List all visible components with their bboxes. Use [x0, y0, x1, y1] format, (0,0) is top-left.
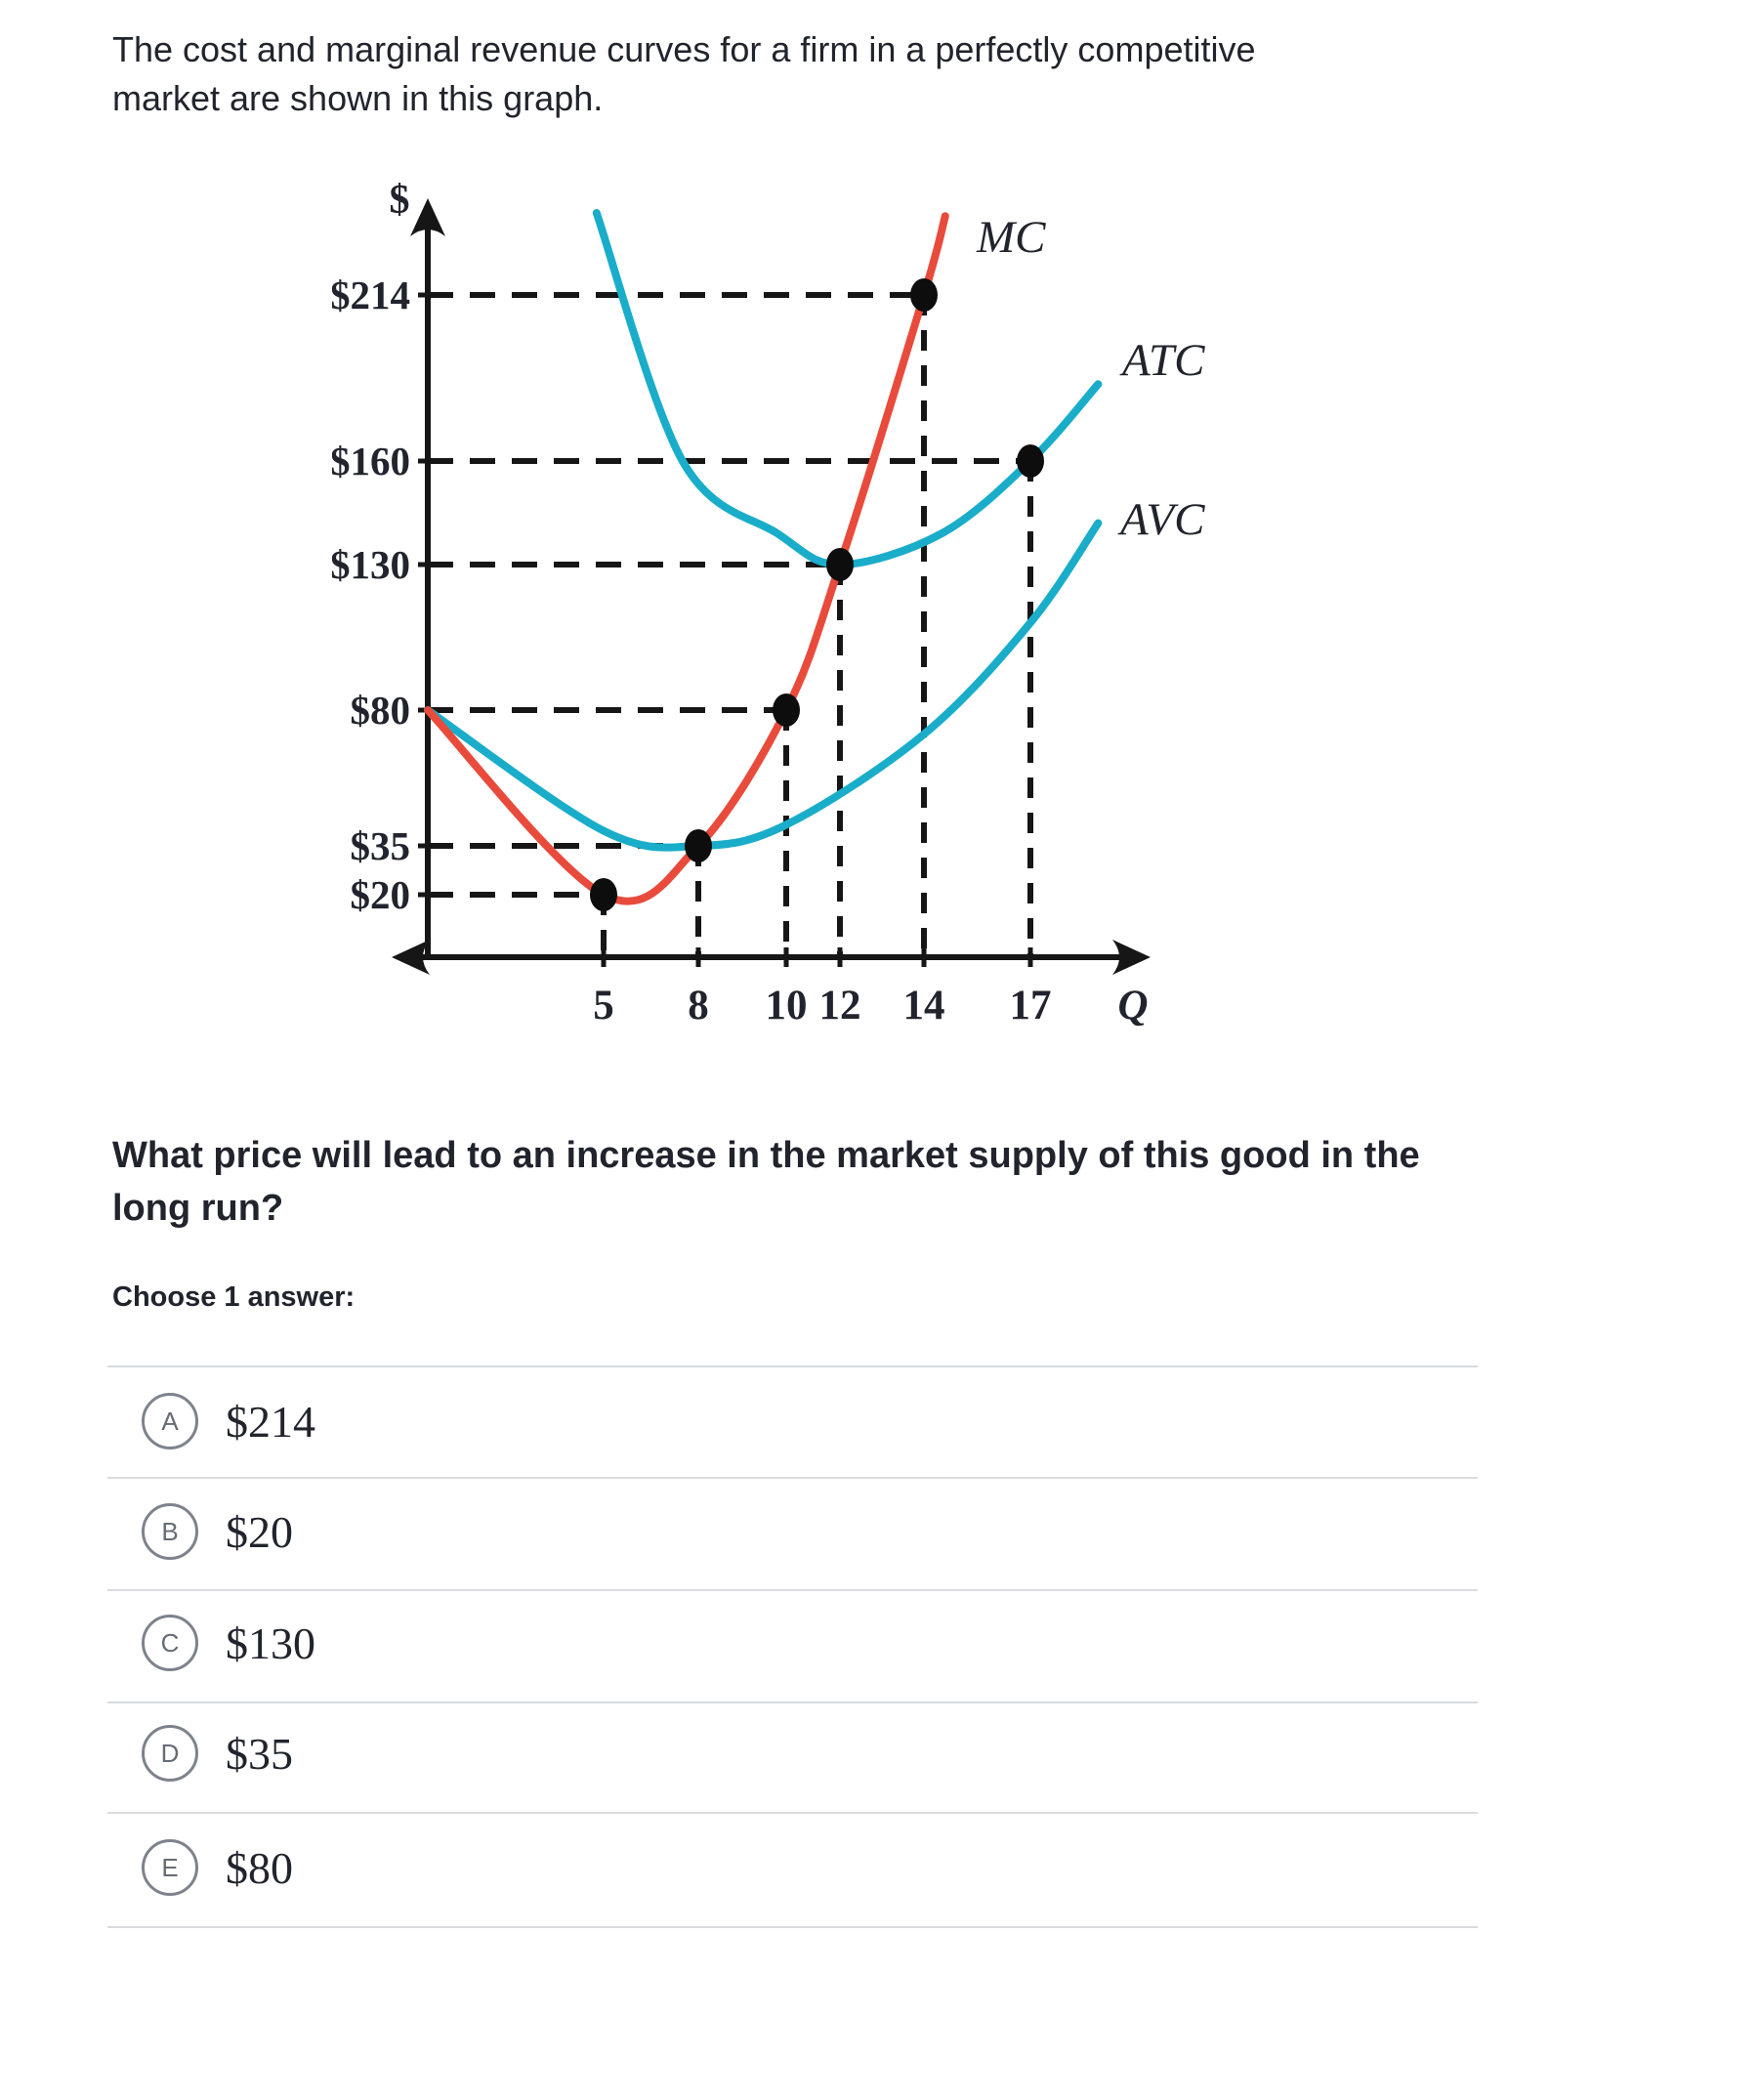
option-divider — [107, 1589, 1478, 1591]
radio-letter-icon[interactable]: C — [142, 1615, 198, 1671]
x-tick-label: 12 — [818, 983, 861, 1029]
intro-text — [112, 25, 1256, 123]
intro-line-1: The cost and marginal revenue curves for a firm in a perfectly competitive — [112, 29, 1256, 69]
option-divider — [107, 1812, 1478, 1814]
answer-option-row-d[interactable] — [107, 1706, 1478, 1800]
cost-curves-graph — [332, 147, 1270, 1055]
x-tick-label: 8 — [688, 983, 709, 1029]
radio-letter-icon[interactable]: E — [142, 1839, 198, 1896]
y-tick-label: $214 — [332, 273, 410, 317]
mc-curve-label: MC — [977, 212, 1046, 263]
atc-curve-label: ATC — [1122, 335, 1205, 386]
y-tick-label: $130 — [332, 542, 410, 587]
avc-curve — [428, 524, 1098, 848]
x-axis-title: Q — [1117, 983, 1149, 1029]
data-point-dot — [1017, 444, 1044, 478]
answer-option-row-c[interactable] — [107, 1596, 1478, 1690]
option-divider — [107, 1365, 1478, 1367]
question-line-2: long run? — [112, 1188, 284, 1229]
data-point-dot — [773, 693, 800, 727]
answer-option-label: $80 — [226, 1842, 293, 1893]
answer-option-row-a[interactable] — [107, 1374, 1478, 1468]
answer-option-row-b[interactable] — [107, 1485, 1478, 1578]
option-divider — [107, 1926, 1478, 1928]
x-tick-label: 10 — [765, 983, 808, 1029]
radio-letter-icon[interactable]: A — [142, 1393, 198, 1449]
intro-line-2: market are shown in this graph. — [112, 78, 604, 118]
answer-option-label: $20 — [226, 1506, 293, 1557]
y-tick-label: $20 — [350, 872, 410, 917]
y-tick-label: $35 — [350, 823, 410, 868]
radio-letter-icon[interactable]: D — [142, 1725, 198, 1782]
avc-curve-label: AVC — [1120, 494, 1205, 545]
y-tick-label: $80 — [350, 688, 410, 733]
radio-letter-icon[interactable]: B — [142, 1503, 198, 1560]
question-line-1: What price will lead to an increase in the market supply of this good in the — [112, 1135, 1420, 1176]
answer-option-row-e[interactable] — [107, 1821, 1478, 1914]
answer-option-label: $35 — [226, 1728, 293, 1779]
data-point-dot — [910, 278, 938, 312]
data-point-dot — [590, 878, 617, 911]
option-divider — [107, 1477, 1478, 1479]
choose-answer-label: Choose 1 answer: — [112, 1281, 356, 1313]
answer-option-label: $130 — [226, 1617, 315, 1668]
y-tick-label: $160 — [332, 439, 410, 483]
question-text — [112, 1129, 1420, 1235]
x-tick-label: 17 — [1009, 983, 1052, 1029]
data-point-dot — [826, 548, 854, 581]
x-tick-label: 14 — [902, 983, 945, 1029]
data-point-dot — [685, 829, 712, 862]
x-tick-label: 5 — [593, 983, 614, 1029]
atc-curve — [597, 213, 1099, 565]
option-divider — [107, 1701, 1478, 1703]
answer-option-label: $214 — [226, 1396, 315, 1447]
y-axis-title: $ — [389, 178, 410, 223]
chart-canvas — [332, 147, 1270, 1055]
